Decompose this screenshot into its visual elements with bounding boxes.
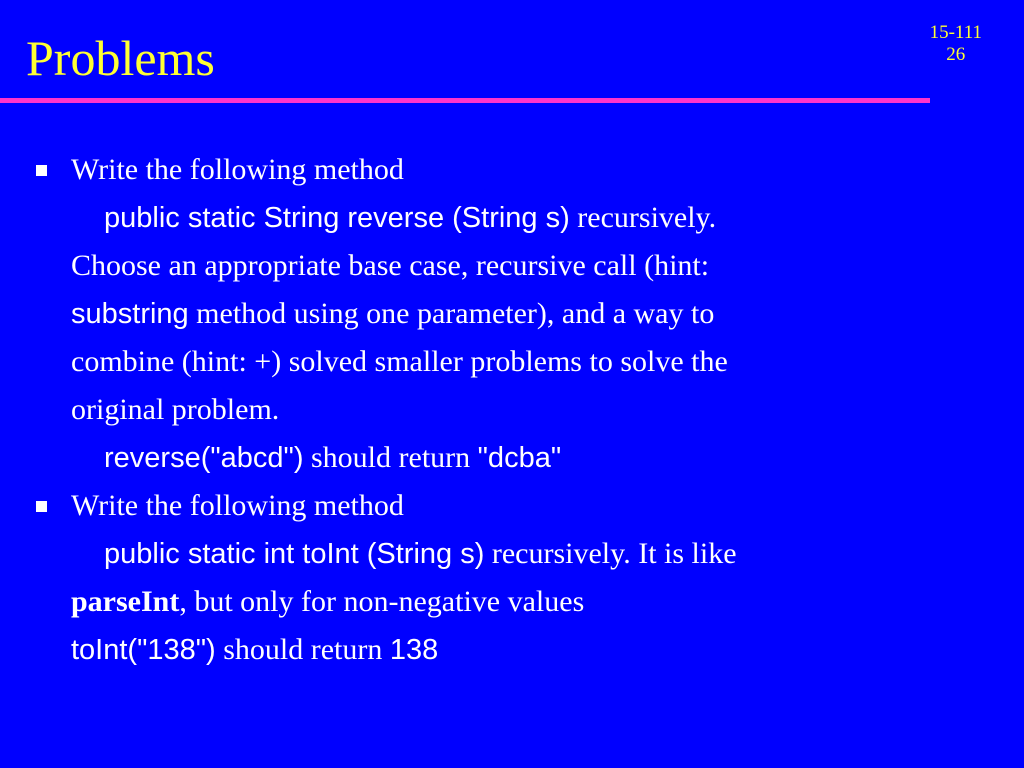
code-term: "dcba" (477, 442, 562, 474)
code-term: 138 (389, 634, 439, 666)
bullet-text: , but only for non-negative values (179, 585, 585, 618)
bullet-line: Choose an appropriate base case, recursive call (hint: (71, 249, 710, 282)
slide-number (930, 22, 982, 66)
square-bullet-icon (36, 165, 47, 176)
page-number: 26 (946, 44, 966, 65)
bullet-toint (0, 482, 1024, 674)
bullet-line: Write the following method (71, 153, 404, 186)
code-term: substring (71, 298, 189, 330)
slide-title: Problems (26, 30, 215, 86)
bullet-line (71, 290, 1024, 338)
method-signature: public static String reverse (String s) (104, 202, 570, 234)
bullet-reverse (0, 146, 1024, 482)
bullet-line (71, 578, 1024, 626)
bullet-line: Write the following method (71, 489, 404, 522)
square-bullet-icon (36, 501, 47, 512)
title-divider (0, 98, 930, 103)
method-signature-line (71, 194, 1024, 242)
bullet-line: combine (hint: +) solved smaller problems to solve the (71, 345, 728, 378)
course-number: 15-111 (929, 22, 982, 43)
example-line (71, 626, 1024, 674)
example-line (71, 434, 1024, 482)
bullet-text: recursively. It is like (484, 537, 737, 570)
method-signature: public static int toInt (String s) (104, 538, 485, 570)
bullet-text: recursively. (569, 201, 717, 234)
bullet-text: method using one parameter), and a way to (188, 297, 715, 330)
slide-body (0, 146, 1024, 674)
method-signature-line (71, 530, 1024, 578)
code-term: reverse("abcd") (104, 442, 304, 474)
bold-term: parseInt (71, 585, 180, 618)
code-term: toInt("138") (71, 634, 216, 666)
bullet-line: original problem. (71, 393, 280, 426)
bullet-text: should return (215, 633, 390, 666)
bullet-text: should return (303, 441, 478, 474)
